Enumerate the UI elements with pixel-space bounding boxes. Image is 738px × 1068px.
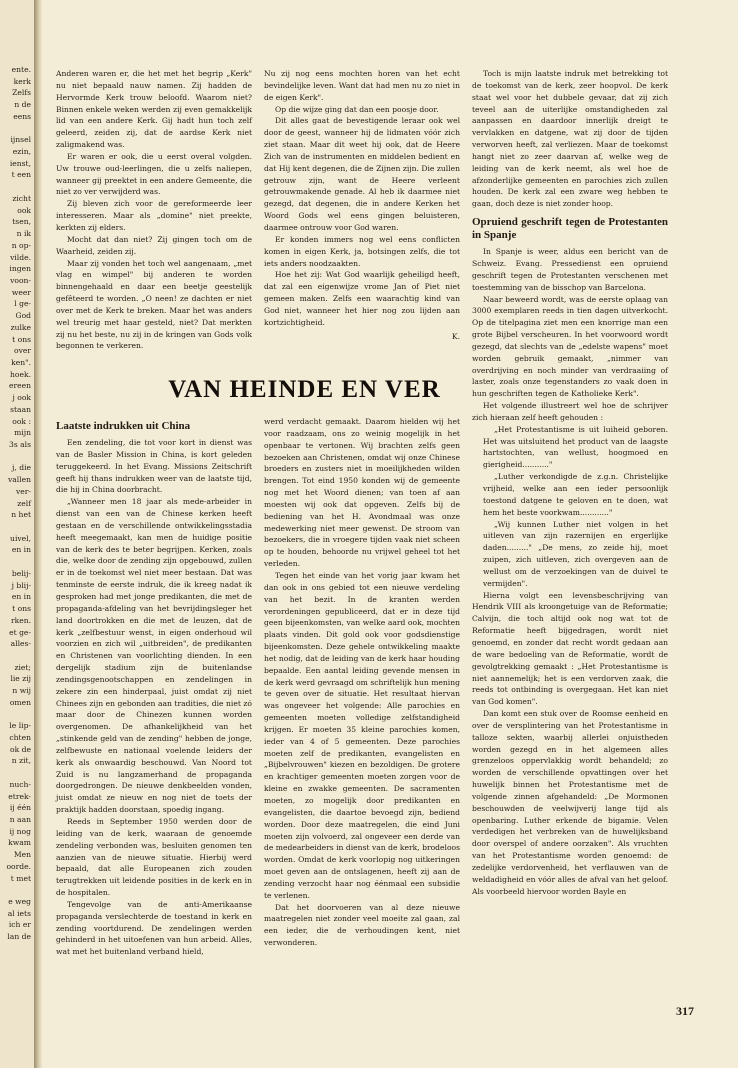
paragraph: Dan komt een stuk over de Roomse eenheid en over de versplintering van het Protestantisme in talloze sekten, waarbij allerlei onjuistheden worden gezegd en in het algemeen alles grenzeloos oppervlakkig wordt behandeld; zo worden de verschillende opvattingen over het huwelijk binnen het Protestantisme met de volgende zinnen afgehandeld: „De Mormonen beschouwden de veelwijverij lange tijd als openbaring. Luther erkende de bigamie. Velen verdedigen het verbreken van de huwelijksband door overspel of andere oorzaken". Als vruchten van het Protestantisme worden genoemd: de zedelijke verdorvenheid, het verflauwen van de weldadigheid en vóór alles de afval van het geloof. Als voorbeeld hiervoor worden Bayle en: [472, 709, 668, 896]
column-3: [472, 68, 668, 898]
paragraph: Naar beweerd wordt, was de eerste oplaag van 3000 exemplaren reeds in tien dagen uitverkocht. Op de titelpagina ziet men een knorrige man een grote Bijbel verscheuren. In het voorwoord wordt gezegd, dat slechts van de „edelste wapens" moet worden gebruik gemaakt, „nimmer van overdrijving en noch minder van verdraaiing of laster, zoals onze tegenstanders zo vaak doen in hun geschriften tegen de Katholieke Kerk".: [472, 294, 668, 399]
paragraph: Op die wijze ging dat dan een poosje door.: [275, 104, 439, 114]
quoted-passage: „Luther verkondigde de z.g.n. Christelijke vrijheid, welke aan een ieder persoonlijk toestond datgene te geloven en te doen, wat hem het beste voorkwam............": [483, 472, 668, 517]
previous-page-fragments: ente. kerk Zelfs n de eens ijnsel ezin, ienst, t een zicht ook tsen, n ik n op- vilde. ingen voon- weer l ge- God zulke t ons over ken". hoek. ereen j ook staan ook : mijn 3s als j, die vallen ver- zelf n het uivel, en in belij- j blij- en in t ons rken. et ge- alles- ziet; lie zij n wij omen le lip- chten ok de n zit, nuch- etrek- ij één n aan ij nog kwam Men oorde. t met e weg al iets ich er lan de: [6, 65, 31, 942]
page-317: [42, 0, 738, 1068]
paragraph: werd verdacht gemaakt. Daarom hielden wij het voor raadzaam, ons zo weinig mogelijk in het openbaar te vertonen. Wij brachten zelfs geen bezoeken aan Christenen, omdat wij onze Chinese broeders en zusters niet in moeilijkheden wilden brengen. Tot eind 1950 konden wij de gemeente nog met het Woord dienen; van toen af aan moesten wij ook dat opgeven. Zelfs bij de bediening van het H. Avondmaal was onze medewerking niet meer gewenst. De stroom van bezoekers, die in vroegere tijden vaak niet scheen op te houden, behoorde nu vrijwel geheel tot het verleden.: [264, 417, 460, 569]
paragraph: Maar zij vonden het toch wel aangenaam, „met vlag en wimpel" bij anderen te worden binnengehaald en daar een beetje geestelijk gefêteerd te worden. „O neen! ze dachten er niet over met de Kerk te breken. Maar het was anders wel treurig met haar gesteld, niet? Dat merkten zij nu het beste, nu zij in de kringen van Gods volk begonnen te verkeren.: [56, 258, 252, 351]
paragraph: Anderen waren er, die het met het begrip „Kerk" nu niet bepaald nauw namen. Zij hadden de Hervormde Kerk trouw beloofd. Waarom niet? Binnen enkele weken werden zij even gemakkelijk lid van een andere Kerk. Gij hadt hun toch zelf geleerd, zeiden zij, dat de aardse Kerk niet zaligmakend was.: [56, 69, 252, 150]
paragraph: Er konden immers nog wel eens conflicten komen in eigen Kerk, ja, botsingen zelfs, die tot iets anders noodzaakten.: [264, 234, 460, 268]
paragraph: Tengevolge van de anti-Amerikaanse propaganda verslechterde de toestand in kerk en zending voortdurend. De zendelingen werden gehinderd in het uitoefenen van hun arbeid. Alles, wat met het buitenland verband hield,: [56, 899, 252, 957]
section-banner: VAN HEINDE EN VER: [168, 376, 441, 403]
paragraph: Reeds in September 1950 werden door de leiding van de kerk, waaraan de genoemde zendeling verbonden was, besluiten genomen ten aanzien van de nieuwe situatie. Hierbij werd bepaald, dat alle Europeanen zich zouden terugtrekken uit leidende posities in de kerk en in de hospitalen.: [56, 817, 252, 898]
book-gutter: [34, 0, 42, 1068]
article-heading-spanje: Opruiend geschrift tegen de Protestanten in Spanje: [472, 216, 668, 242]
page-number: 317: [676, 1004, 694, 1018]
paragraph: In Spanje is weer, aldus een bericht van de Schweiz. Evang. Pressedienst een opruiend geschrift tegen de Protestanten verschenen met toestemming van de bisschop van Barcelona.: [472, 247, 668, 292]
paragraph: Het volgende illustreert wel hoe de schrijver zich hieraan zelf heeft gehouden :: [472, 401, 668, 422]
previous-page-edge: [0, 0, 35, 1068]
article-heading-china: Laatste indrukken uit China: [56, 420, 191, 432]
paragraph: Hoe het zij: Wat God waarlijk geheiligd heeft, dat zal een eigenwijze vrome Jan of Piet niet gemeen maken. Zelfs een waarachtig kind van God niet, wanneer het hier nog zou lijden aan kortzichtigheid.: [264, 270, 460, 327]
paragraph: Mocht dat dan niet? Zij gingen toch om de Waarheid, zeiden zij.: [56, 234, 252, 256]
paragraph: Nu zij nog eens mochten horen van het echt bevindelijke leven. Want dat had men nu zo niet in de eigen Kerk".: [264, 69, 460, 102]
quoted-passage: „Het Protestantisme is uit luiheid geboren. Het was uitsluitend het product van de laagste hartstochten, van wellust, hoogmoed en gierigheid...........": [483, 424, 668, 470]
paragraph: Zij bleven zich voor de gereformeerde leer interesseren. Maar als „domine" niet preekte, kerkten zij elders.: [56, 199, 252, 232]
paragraph: Tegen het einde van het vorig jaar kwam het dan ook in ons gebied tot een nieuwe verdeling van het bezit. In de kranten werden verordeningen gepubliceerd, dat er in deze tijd geen bijeenkomsten, van welke aard ook, mochten plaats vinden. Dit gold ook voor godsdienstige bijeenkomsten. Deze gehele ontwikkeling maakte het nodig, dat de leiding van de kerk haar houding bepaalde. Een aantal leiding gevende mensen in de kerk werd gevraagd om schriftelijk hun mening te geven over de situatie. Het resultaat hiervan was ongeveer het volgende: Alle parochies en gemeenten moeten volledige zelfstandigheid krijgen. Er moeten 35 kleine parochies komen, ieder van 4 of 5 gemeenten. Deze parochies moeten zelf de predikanten, evangelisten en „Bijbelvrouwen" kiezen en bezoldigen. De grotere en krachtiger gemeenten moeten zorgen voor de kleine en zwakke gemeenten. De sacramenten moeten, zo mogelijk door predikanten en evangelisten, die daartoe bevoegd zijn, bediend worden. Door deze maatregelen, die eind Juni moeten zijn volvoerd, zal ongeveer een derde van de medearbeiders in dienst van de kerk, brodeloos worden. Omdat de kerk voorlopig nog uitkeringen moet geven aan de ontslagenen, heeft zij aan de zending verzocht haar nog éénmaal een subsidie te verlenen.: [264, 570, 460, 900]
paragraph: Er waren er ook, die u eerst overal volgden. Uw trouwe oud-leerlingen, die u zelfs naliepen, wanneer gij preektet in een andere Gemeente, die niet zo ver verwijderd was.: [56, 151, 252, 197]
paragraph: Dit alles gaat de bevestigende leraar ook wel door de geest, wanneer hij de lidmaten vóór zich ziet staan. Maar dit weet hij ook, dat de Heere Zich van de instrumenten en middelen bedient en dat Hij kent degenen, die de Zijnen zijn. Die zullen getrouw zijn, want de Heere verleent getrouwmakende genade. Al heb ik daarmee niet gezegd, dat degenen, die in andere Kerken het Woord Gods wel eens gingen beluisteren, daarmee ontrouw voor God waren.: [264, 116, 460, 232]
paragraph: Toch is mijn laatste indruk met betrekking tot de toekomst van de kerk, zeer hoopvol. De kerk staat wel voor het dubbele gevaar, dat zij zich teveel aan de uiterlijke omstandigheden zal aanpassen en daardoor innerlijk dreigt te vervlakken en datgene, wat zij door de tijden verworven heeft, zal verliezen. Maar de toekomst hangt niet zo zeer daarvan af, welke weg de leiding van de kerk neemt, als wel hoe de afzonderlijke gemeenten en parochies zich zullen houden. De kerk zal een zware weg hebben te gaan, doch deze is niet zonder hoop.: [472, 69, 668, 209]
paragraph: Dat het doorvoeren van al deze nieuwe maatregelen niet zonder veel moeite zal gaan, zal een ieder, die de verhoudingen kent, niet verwonderen.: [264, 902, 460, 948]
column-2-top: [264, 68, 460, 342]
column-2-bottom: [264, 416, 460, 949]
column-1-top: [56, 68, 252, 352]
paragraph: „Wanneer men 18 jaar als mede-arbeider in dienst van een van de Chinese kerken heeft gestaan en de verschillende ontwikkelingsstadia heeft meegemaakt, kan men de huidige positie van de kerk des te beter begrijpen. Kerken, zoals die, welke door de zending zijn opgebouwd, zullen er in de toekomst wel niet meer bestaan. Dat was tenminste de eerste indruk, die ik kreeg nadat ik gesproken had met jonge predikanten, die met de propaganda-afdeling van het bevrijdingsleger het land doortrokken en die met de leuzen, dat de kerk „zelfbestuur wenst, in eigen onderhoud wil voorzien en zich wil „uitbreiden", de predikanten en Christenen van voorlichting dienden. In een dergelijk stadium zijn de buitenlandse zendingsgenootschappen en zendelingen in zekere zin een hinderpaal, juist omdat zij niet Chinees zijn en gebonden aan tradities, die niet zó maar door de Chinezen kunnen worden overgenomen. De afhankelijkheid van het „stinkende geld van de zending" hebben de jonge, zelfbewuste en nationaal voelende leiders der kerk als onwaardig beschouwd. Van Noord tot Zuid is nu langzamerhand de propaganda doorgedrongen. De nieuwe denkbeelden vonden, juist omdat ze nieuw en nog niet de toets der praktijk hadden doorstaan, spoedig ingang.: [56, 497, 252, 815]
column-1-bottom: [56, 414, 252, 958]
quoted-passage: „Wij kunnen Luther niet volgen in het uitleven van zijn razernijen en ergerlijke daden........." „De mens, zo zeide hij, moet zuipen, zich uitleven, zich overgeven aan de wellust om de verzoekingen van de duivel te vermijden".: [483, 519, 668, 588]
author-signoff: K.: [451, 331, 460, 341]
paragraph: Een zendeling, die tot voor kort in dienst was van de Basler Mission in China, is kort geleden teruggekeerd. In het Evang. Missions Zeitschrift geeft hij thans indrukken weer van de laatste tijd, die hij in China doorbracht.: [56, 438, 252, 495]
paragraph: Hierna volgt een levensbeschrijving van Hendrik VIII als kroongetuige van de Reformatie; Calvijn, die toch altijd ook nog wat tot de Reformatie heeft bijgedragen, wordt niet genoemd, en zonder dat recht wordt gedaan aan de ware bedoeling van de Reformatie, wordt de gevolgtrekking gemaakt : „Het Protestantisme is niet aannemelijk; het is een verdorven zaak, die reeds tot ontbinding is overgegaan. Het kan niet van God komen".: [472, 590, 668, 707]
